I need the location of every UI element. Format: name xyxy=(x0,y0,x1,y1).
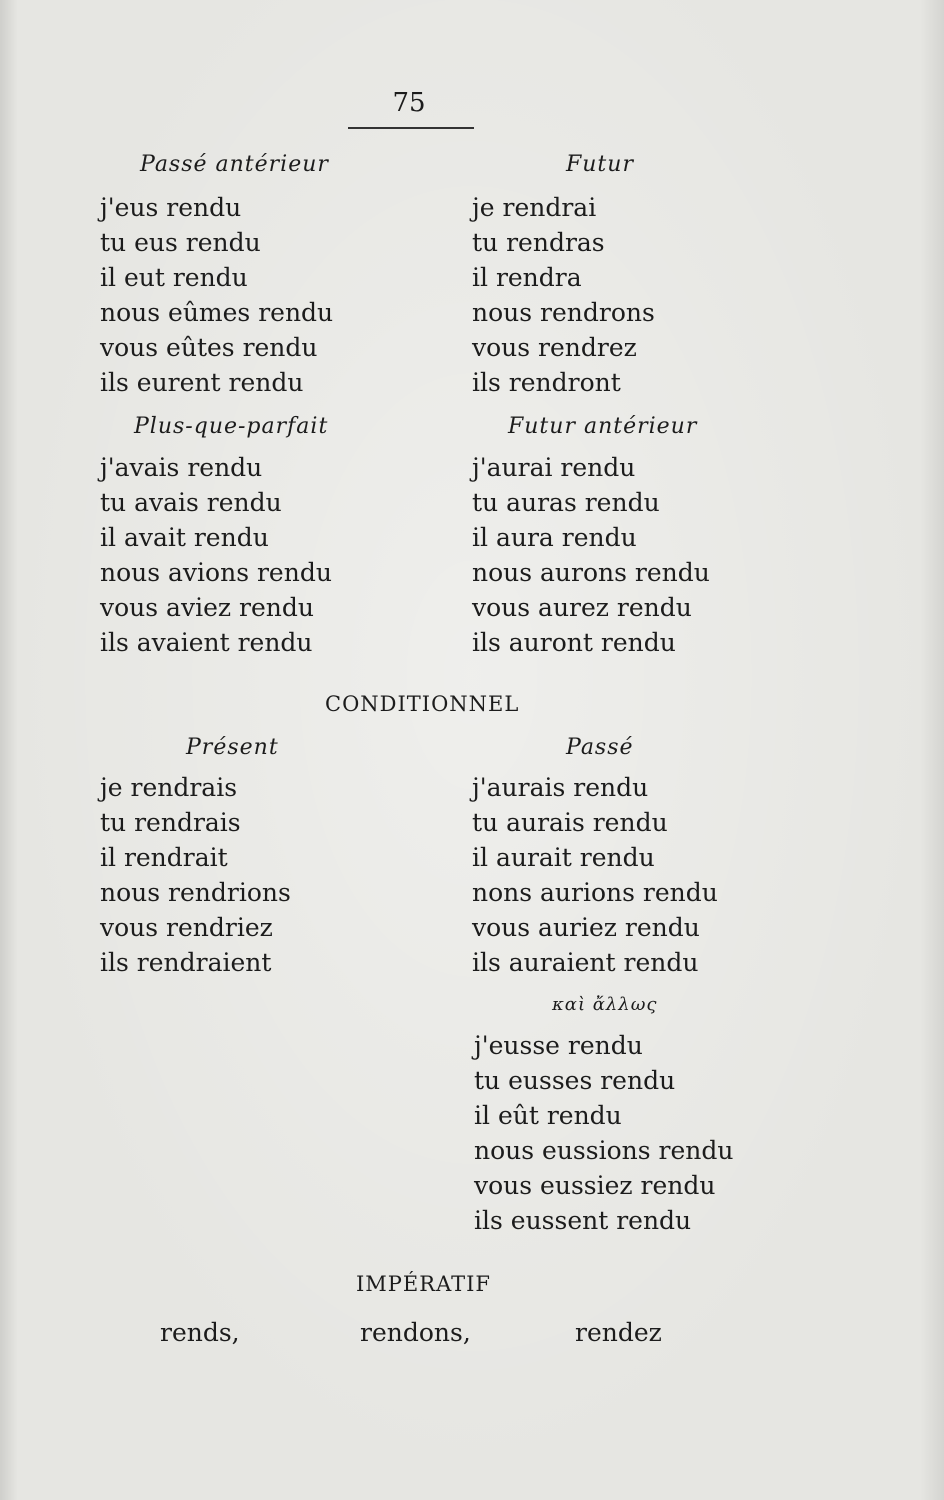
heading-imperatif: IMPÉRATIF xyxy=(356,1272,491,1296)
conjugation-line: ils eurent rendu xyxy=(100,368,304,397)
conjugation-line: ils auront rendu xyxy=(472,628,676,657)
conjugation-line: j'avais rendu xyxy=(100,453,263,482)
heading-present: Présent xyxy=(186,735,279,760)
conjugation-line: il rendrait xyxy=(100,843,228,872)
conjugation-line: j'eus rendu xyxy=(100,193,242,222)
conjugation-line: nons aurions rendu xyxy=(472,878,718,907)
conjugation-line: j'aurai rendu xyxy=(472,453,636,482)
conjugation-line: ils auraient rendu xyxy=(472,948,699,977)
conjugation-list-conditionnel-passe xyxy=(472,770,718,980)
conjugation-line: vous rendriez xyxy=(100,913,273,942)
conjugation-line: tu rendrais xyxy=(100,808,241,837)
conjugation-line: il rendra xyxy=(472,263,582,292)
conjugation-line: ils rendront xyxy=(472,368,621,397)
conjugation-list-futur xyxy=(472,190,655,400)
conjugation-line: tu rendras xyxy=(472,228,605,257)
conjugation-line: je rendrai xyxy=(472,193,597,222)
heading-passe-anterieur: Passé antérieur xyxy=(140,152,329,177)
imperatif-form: rends, xyxy=(160,1318,240,1347)
conjugation-line: il eut rendu xyxy=(100,263,248,292)
header-rule xyxy=(348,127,474,129)
conjugation-line: tu avais rendu xyxy=(100,488,282,517)
heading-conditionnel: CONDITIONNEL xyxy=(325,692,520,716)
conjugation-list-conditionnel-passe-2 xyxy=(474,1028,733,1238)
conjugation-line: vous rendrez xyxy=(472,333,637,362)
conjugation-line: nous eussions rendu xyxy=(474,1136,734,1165)
heading-futur: Futur xyxy=(566,152,634,177)
page-number: 75 xyxy=(392,88,426,118)
alternative-form-label: καὶ ἄλλως xyxy=(552,994,658,1015)
conjugation-line: nous eûmes rendu xyxy=(100,298,334,327)
conjugation-line: il aurait rendu xyxy=(472,843,655,872)
conjugation-list-passe-anterieur xyxy=(100,190,333,400)
imperatif-form: rendons, xyxy=(360,1318,471,1347)
conjugation-line: tu auras rendu xyxy=(472,488,660,517)
conjugation-list-futur-anterieur xyxy=(472,450,710,660)
conjugation-line: nous avions rendu xyxy=(100,558,332,587)
conjugation-line: tu eusses rendu xyxy=(474,1066,676,1095)
conjugation-line: nous rendrions xyxy=(100,878,291,907)
conjugation-line: il avait rendu xyxy=(100,523,269,552)
conjugation-line: tu aurais rendu xyxy=(472,808,668,837)
conjugation-line: vous eussiez rendu xyxy=(474,1171,716,1200)
conjugation-line: ils avaient rendu xyxy=(100,628,313,657)
conjugation-line: ils eussent rendu xyxy=(474,1206,692,1235)
conjugation-list-plus-que-parfait xyxy=(100,450,332,660)
imperatif-form: rendez xyxy=(575,1318,662,1347)
conjugation-line: vous aviez rendu xyxy=(100,593,314,622)
conjugation-line: nous rendrons xyxy=(472,298,655,327)
heading-passe: Passé xyxy=(566,735,634,760)
conjugation-list-conditionnel-present xyxy=(100,770,291,980)
conjugation-line: vous eûtes rendu xyxy=(100,333,318,362)
conjugation-line: j'eusse rendu xyxy=(474,1031,643,1060)
conjugation-line: il aura rendu xyxy=(472,523,637,552)
conjugation-line: nous aurons rendu xyxy=(472,558,710,587)
heading-futur-anterieur: Futur antérieur xyxy=(508,414,698,439)
conjugation-line: vous auriez rendu xyxy=(472,913,700,942)
heading-plus-que-parfait: Plus-que-parfait xyxy=(134,414,329,439)
conjugation-line: ils rendraient xyxy=(100,948,272,977)
conjugation-line: il eût rendu xyxy=(474,1101,622,1130)
conjugation-line: tu eus rendu xyxy=(100,228,261,257)
conjugation-line: vous aurez rendu xyxy=(472,593,692,622)
conjugation-line: je rendrais xyxy=(100,773,238,802)
conjugation-line: j'aurais rendu xyxy=(472,773,649,802)
